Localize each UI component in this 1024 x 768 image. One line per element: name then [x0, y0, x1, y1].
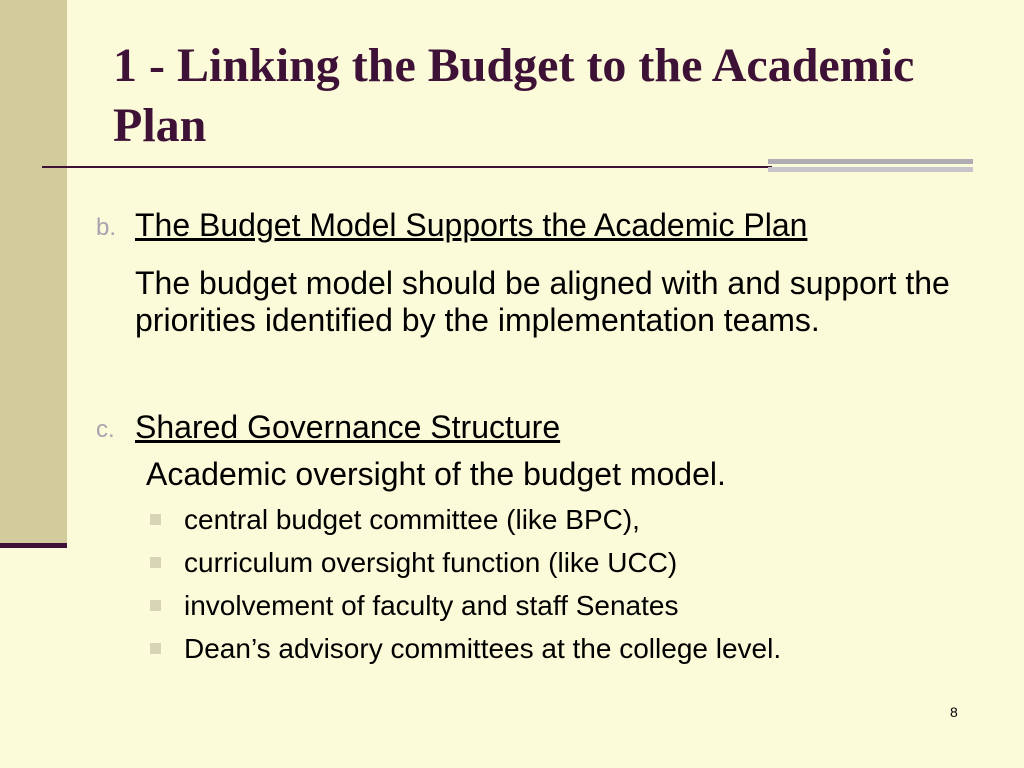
item-heading: The Budget Model Supports the Academic Plan [135, 207, 808, 243]
bullet-text: involvement of faculty and staff Senates [184, 590, 679, 621]
slide-title: 1 - Linking the Budget to the Academic Plan [113, 39, 915, 152]
item-letter: b. [96, 214, 117, 241]
bullet-text: Dean’s advisory committees at the college level. [184, 633, 782, 664]
list-item [148, 629, 781, 672]
square-bullet-icon [150, 643, 161, 654]
side-band-accent [0, 543, 67, 548]
square-bullet-icon [150, 514, 161, 525]
square-bullet-icon [150, 600, 161, 611]
square-bullet-icon [150, 557, 161, 568]
accent-bar [768, 167, 973, 172]
bullet-text: central budget committee (like BPC), [184, 504, 640, 535]
title-accent-bars [768, 159, 973, 175]
bullet-text: curriculum oversight function (like UCC) [184, 547, 678, 578]
title-divider [42, 166, 772, 168]
slide-number: 8 [950, 704, 958, 720]
item-body: The budget model should be aligned with and support the priorities identified by the implementation teams. [135, 265, 950, 338]
item-heading: Shared Governance Structure [135, 409, 561, 445]
list-item [148, 500, 781, 543]
bullet-list [148, 500, 781, 672]
side-band [0, 0, 67, 546]
list-item [148, 543, 781, 586]
accent-bar [768, 159, 973, 164]
item-letter: c. [96, 416, 115, 443]
item-body: Academic oversight of the budget model. [146, 456, 726, 492]
list-item [148, 586, 781, 629]
